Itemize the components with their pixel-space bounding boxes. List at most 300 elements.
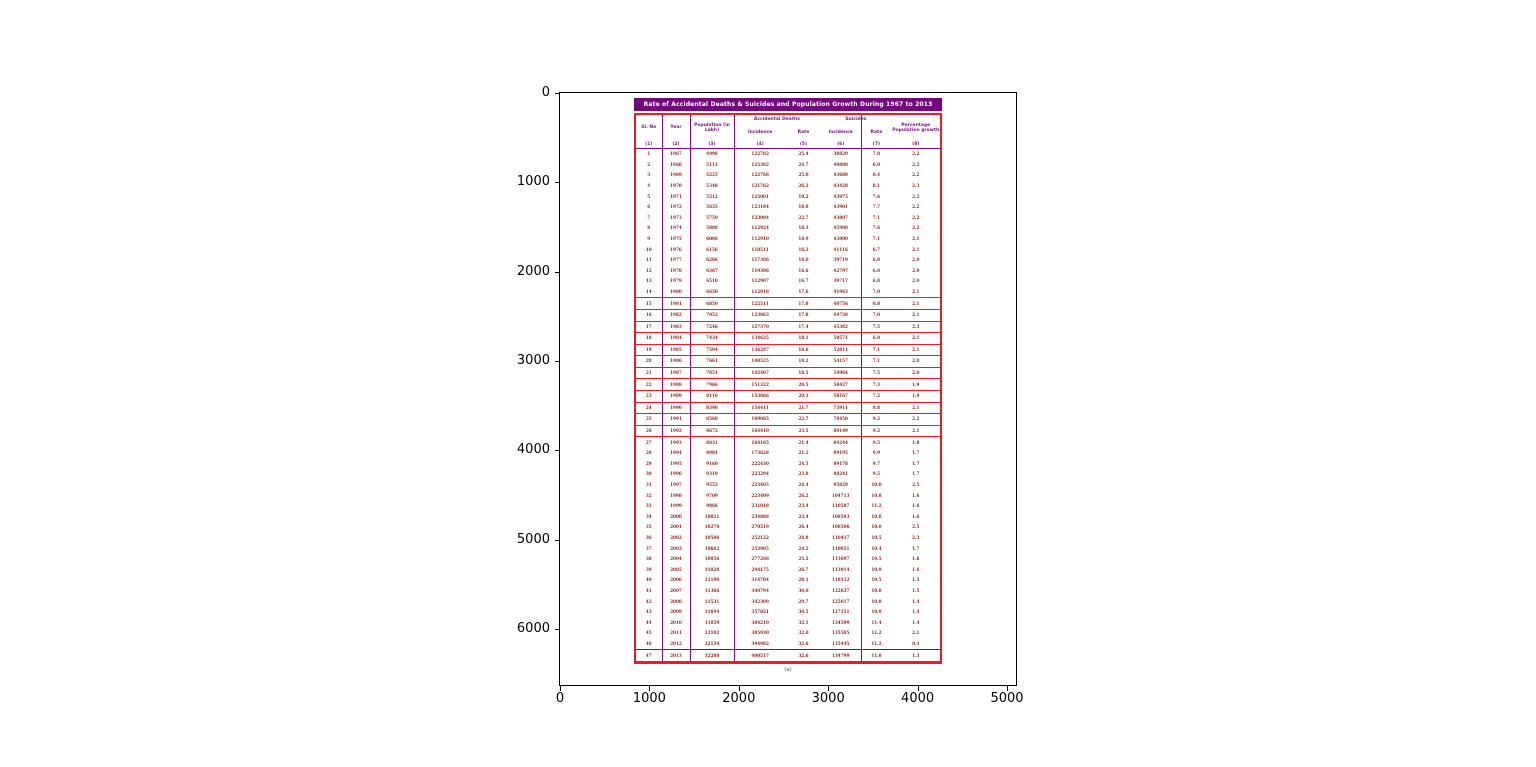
- table-cell: 110417: [831, 534, 850, 540]
- table-cell: 10.5: [871, 534, 882, 540]
- table-cell: 135585: [831, 630, 850, 636]
- table-row: [636, 628, 940, 639]
- table-cell: 24.3: [798, 460, 809, 466]
- table-cell: 5225: [706, 172, 718, 178]
- table-cell: 38: [645, 556, 652, 562]
- table-cell: 10.8: [871, 513, 882, 519]
- table-cell: 41963: [833, 288, 848, 294]
- table-row: [636, 469, 940, 480]
- x-tick-label: 3000: [811, 691, 845, 706]
- header-acc-incidence: Incidence: [748, 129, 773, 135]
- table-row: [636, 512, 940, 523]
- x-tick-label: 1000: [632, 691, 666, 706]
- table-cell: 122511: [751, 300, 769, 306]
- table-cell: 6006: [706, 235, 718, 241]
- table-cell: 1996: [670, 471, 682, 477]
- y-tick-mark: [555, 450, 560, 451]
- table-cell: 89178: [833, 460, 848, 466]
- table-row: [636, 310, 940, 322]
- header-sui-incidence: Incidence: [828, 129, 853, 135]
- table-cell: 15: [645, 300, 652, 306]
- table-cell: 8.8: [872, 404, 881, 410]
- table-cell: 142407: [751, 370, 769, 376]
- table-cell: 2.3: [912, 323, 920, 329]
- y-tick-label: 6000: [516, 621, 550, 637]
- table-cell: 7.7: [872, 204, 881, 210]
- table-row: [636, 554, 940, 565]
- table-row: [636, 501, 940, 512]
- table-cell: 88241: [833, 471, 848, 477]
- header-suicides-group: Suicides: [845, 116, 867, 122]
- table-cell: 22.7: [798, 214, 809, 220]
- table-row: [636, 575, 940, 586]
- table-cell: 8560: [706, 416, 718, 422]
- table-cell: 7052: [706, 312, 718, 318]
- table-cell: 7661: [706, 358, 718, 364]
- table-cell: 7.5: [872, 370, 881, 376]
- table-cell: 122782: [751, 151, 769, 157]
- table-cell: 32: [645, 492, 652, 498]
- x-tick-mark: [649, 686, 650, 691]
- table-cell: 10021: [704, 513, 720, 519]
- table-cell: 140525: [751, 358, 769, 364]
- y-tick-mark: [555, 540, 560, 541]
- table-cell: 122637: [831, 587, 850, 593]
- table-cell: 2.5: [912, 482, 920, 487]
- table-cell: 8984: [706, 450, 718, 456]
- table-cell: 47: [645, 652, 652, 658]
- table-cell: 9866: [706, 503, 718, 509]
- table-cell: 10.9: [871, 566, 882, 572]
- table-cell: 11.2: [871, 640, 882, 646]
- table-cell: 154411: [751, 404, 769, 410]
- table-cell: 11.2: [871, 630, 882, 636]
- table-cell: 127151: [831, 609, 850, 615]
- table-cell: 12288: [704, 652, 720, 658]
- table-cell: 1.9: [912, 393, 920, 399]
- table-cell: 25.4: [798, 151, 809, 157]
- table-cell: 5: [647, 193, 651, 199]
- table-cell: 122766: [751, 172, 769, 178]
- table-cell: 8: [647, 225, 651, 231]
- table-cell: 136287: [751, 346, 769, 352]
- y-tick-label: 4000: [516, 442, 550, 458]
- table-cell: 2003: [670, 545, 682, 551]
- table-cell: 23.5: [798, 428, 809, 434]
- table-cell: 6850: [706, 300, 718, 306]
- table-cell: 1968: [670, 161, 682, 167]
- table-cell: 6.8: [872, 267, 881, 273]
- table-cell: 7966: [706, 381, 718, 387]
- table-cell: 112924: [751, 225, 769, 231]
- table-cell: 5512: [706, 193, 718, 199]
- table-cell: 2009: [670, 609, 682, 615]
- table-cell: 1993: [670, 439, 682, 445]
- y-tick-mark: [555, 182, 560, 183]
- table-cell: 1985: [670, 346, 682, 352]
- table-row: [636, 266, 940, 277]
- table-cell: 1971: [670, 193, 682, 199]
- table-cell: 1974: [670, 225, 682, 231]
- table-row: [636, 448, 940, 459]
- y-tick-mark: [555, 272, 560, 273]
- x-tick-label: 4000: [901, 691, 935, 706]
- table-cell: 18.8: [798, 204, 809, 210]
- table-row: [636, 437, 940, 448]
- table-cell: 10.4: [871, 545, 882, 551]
- table-cell: 20: [645, 358, 652, 364]
- header-sui-rate: Rate: [870, 129, 883, 135]
- table-cell: 89195: [833, 450, 848, 456]
- table-cell: 44: [645, 619, 652, 625]
- table-cell: 1.4: [912, 619, 920, 625]
- table-cell: 54964: [833, 370, 848, 376]
- table-cell: 11366: [704, 587, 720, 593]
- table-cell: 231018: [751, 503, 769, 509]
- table-cell: 2.1: [912, 312, 920, 318]
- table-cell: 11859: [704, 619, 720, 625]
- table-cell: 22: [645, 381, 652, 387]
- table-cell: 40: [645, 577, 652, 583]
- table-cell: 123184: [751, 204, 769, 210]
- table-cell: 117306: [751, 257, 769, 263]
- table-cell: 16: [645, 312, 652, 318]
- y-tick-label: 0: [541, 85, 550, 100]
- table-cell: 2000: [670, 513, 682, 519]
- table-row: [636, 255, 940, 266]
- table-cell: 17: [645, 323, 652, 329]
- table-cell: 7.0: [872, 288, 881, 294]
- table-cell: 2.2: [912, 161, 920, 167]
- table-cell: 24.7: [798, 161, 809, 167]
- table-cell: 119306: [751, 267, 769, 273]
- column-number: (7): [872, 142, 881, 147]
- table-cell: 9.2: [872, 416, 881, 422]
- table-row: [636, 356, 940, 368]
- table-body: [634, 113, 942, 664]
- table-cell: 108506: [831, 524, 850, 530]
- table-cell: 2013: [670, 652, 682, 658]
- table-cell: 1.5: [912, 587, 920, 593]
- table-cell: 9709: [706, 492, 718, 498]
- table-row: [636, 586, 940, 597]
- table-cell: 1.4: [912, 609, 920, 615]
- table-cell: 43807: [833, 214, 848, 220]
- table-cell: 2: [647, 161, 651, 167]
- table-row: [636, 234, 940, 245]
- table-cell: 44738: [833, 312, 848, 318]
- table-row: [636, 160, 940, 171]
- table-cell: 1982: [670, 312, 682, 318]
- table-row: [636, 607, 940, 618]
- table-cell: 123094: [751, 214, 769, 220]
- table-cell: 11198: [704, 577, 720, 583]
- table-cell: 5111: [706, 161, 718, 167]
- table-cell: 17.8: [798, 312, 809, 318]
- table-cell: 45382: [833, 323, 848, 329]
- table-cell: 33: [645, 503, 652, 509]
- table-row: [636, 244, 940, 255]
- table-cell: 1984: [670, 335, 682, 341]
- table-row: [636, 202, 940, 213]
- table-cell: 6.8: [872, 278, 881, 284]
- table-cell: 11: [645, 257, 652, 263]
- table-cell: 2002: [670, 534, 682, 540]
- table-cell: 1981: [670, 300, 682, 306]
- table-cell: 23.8: [798, 471, 809, 477]
- table-title: Rate of Accidental Deaths & Suicides and Population Growth During 1967 to 2013: [634, 98, 942, 111]
- table-cell: 4998: [706, 151, 718, 157]
- table-cell: 11.0: [871, 652, 882, 658]
- table-cell: 7851: [706, 370, 718, 376]
- table-cell: 110851: [831, 545, 850, 551]
- table-cell: 1: [647, 151, 651, 157]
- table-cell: 9160: [706, 460, 718, 466]
- table-cell: 21.4: [798, 439, 809, 445]
- table-cell: 24: [645, 404, 652, 410]
- subfigure-caption: (a): [784, 667, 792, 673]
- table-cell: 222430: [751, 460, 769, 466]
- table-cell: 32.1: [798, 619, 809, 625]
- table-cell: 1.7: [912, 545, 920, 551]
- table-cell: 46: [645, 640, 652, 646]
- table-cell: 104713: [831, 492, 850, 498]
- table-cell: 1.6: [912, 513, 920, 519]
- table-cell: 1.6: [912, 492, 920, 498]
- table-cell: 7.8: [872, 151, 881, 157]
- table-cell: 5635: [706, 204, 718, 210]
- table-cell: 9552: [706, 482, 718, 487]
- table-cell: 121762: [751, 182, 769, 188]
- table-cell: 12134: [704, 640, 720, 646]
- table-cell: 340794: [751, 587, 769, 593]
- y-tick-label: 2000: [516, 263, 550, 279]
- table-cell: 12: [645, 267, 652, 273]
- table-cell: 29.7: [798, 598, 809, 604]
- table-cell: 9319: [706, 471, 718, 477]
- table-row: [636, 333, 940, 345]
- table-cell: 10.8: [871, 587, 882, 593]
- table-row: [636, 223, 940, 234]
- table-cell: 32.6: [798, 652, 809, 658]
- table-cell: 40888: [833, 161, 848, 167]
- table-cell: 30.0: [798, 587, 809, 593]
- table-cell: 19.2: [798, 358, 809, 364]
- table-cell: 10856: [704, 556, 720, 562]
- table-cell: 134799: [831, 652, 850, 658]
- table-cell: 1969: [670, 172, 682, 178]
- table-cell: 125382: [751, 161, 769, 167]
- table-cell: 2.2: [912, 151, 920, 157]
- table-cell: 153866: [751, 393, 769, 399]
- table-cell: 357021: [751, 609, 769, 615]
- table-cell: 2.0: [912, 267, 920, 273]
- table-cell: 9.5: [872, 471, 881, 477]
- table-cell: 20.1: [798, 393, 809, 399]
- table-row: [636, 414, 940, 426]
- table-cell: 21: [645, 370, 652, 376]
- table-cell: 8831: [706, 439, 718, 445]
- table-row: [636, 649, 940, 661]
- table-cell: 2.1: [912, 630, 920, 636]
- table-cell: 2.2: [912, 416, 920, 422]
- table-cell: 39: [645, 566, 652, 572]
- table-cell: 1992: [670, 428, 682, 434]
- table-cell: 32.6: [798, 640, 809, 646]
- table-cell: 2005: [670, 566, 682, 572]
- table-cell: 30.5: [798, 609, 809, 615]
- table-cell: 2.0: [912, 257, 920, 263]
- table-cell: 2.0: [912, 370, 920, 376]
- table-cell: 384210: [751, 619, 769, 625]
- table-cell: 26: [645, 428, 652, 434]
- table-cell: 1.3: [912, 652, 920, 658]
- table-cell: 25.0: [798, 172, 809, 178]
- table-row: [636, 368, 940, 380]
- table-cell: 169065: [751, 416, 769, 422]
- table-cell: 24.2: [798, 545, 809, 551]
- table-cell: 7.6: [872, 225, 881, 231]
- table-cell: 12102: [704, 630, 720, 636]
- table-cell: 43: [645, 609, 652, 615]
- x-tick-mark: [828, 686, 829, 691]
- table-cell: 1.5: [912, 577, 920, 583]
- table-cell: 50571: [833, 335, 848, 341]
- table-cell: 1986: [670, 358, 682, 364]
- table-cell: 151322: [751, 381, 769, 387]
- table-cell: 0.3: [912, 640, 920, 646]
- table-cell: 2.1: [912, 288, 920, 294]
- table-cell: 34: [645, 513, 652, 519]
- table-cell: 125017: [831, 598, 850, 604]
- column-number: (1): [645, 142, 653, 147]
- table-cell: 125001: [751, 193, 769, 199]
- table-cell: 8.1: [872, 182, 881, 188]
- table-cell: 10.5: [871, 556, 882, 562]
- table-cell: 29: [645, 460, 652, 466]
- table-cell: 6: [647, 204, 651, 210]
- table-header: [636, 115, 940, 149]
- table-cell: 385930: [751, 630, 769, 636]
- table-cell: 1.6: [912, 566, 920, 572]
- table-cell: 2.2: [912, 204, 920, 210]
- column-number: (8): [912, 142, 920, 147]
- table-cell: 7.1: [872, 358, 881, 364]
- table-cell: 16.2: [798, 246, 809, 252]
- y-tick-label: 1000: [516, 174, 550, 190]
- header-acc-rate: Rate: [797, 129, 810, 135]
- table-cell: 6266: [706, 257, 718, 263]
- table-cell: 11694: [704, 609, 720, 615]
- table-cell: 342309: [751, 598, 769, 604]
- table-cell: 1995: [670, 460, 682, 466]
- table-cell: 43428: [833, 182, 848, 188]
- table-cell: 35: [645, 524, 652, 530]
- table-cell: 40756: [833, 300, 848, 306]
- table-cell: 1998: [670, 492, 682, 498]
- table-cell: 41116: [833, 246, 848, 252]
- table-cell: 7434: [706, 335, 718, 341]
- table-cell: 16.6: [798, 267, 809, 273]
- table-cell: 1979: [670, 278, 682, 284]
- table-cell: 2.2: [912, 225, 920, 231]
- table-cell: 2007: [670, 587, 682, 593]
- table-cell: 1976: [670, 246, 682, 252]
- table-cell: 28.1: [798, 577, 809, 583]
- table-cell: 2001: [670, 524, 682, 530]
- table-cell: 43901: [833, 204, 848, 210]
- table-row: [636, 565, 940, 576]
- table-row: [636, 391, 940, 403]
- table-cell: 7.2: [872, 393, 881, 399]
- table-cell: 1.9: [912, 381, 920, 387]
- table-cell: 6.8: [872, 335, 881, 341]
- header-accidental-deaths-group: Accidental Deaths: [753, 116, 800, 122]
- table-cell: 164410: [751, 428, 769, 434]
- x-tick-mark: [918, 686, 919, 691]
- table-cell: 1.6: [912, 503, 920, 509]
- table-cell: 112910: [751, 235, 769, 241]
- table-cell: 31: [645, 482, 652, 487]
- table-cell: 234888: [751, 513, 769, 519]
- plot-area: [516, 85, 1024, 706]
- table-cell: 11028: [704, 566, 720, 572]
- table-cell: 30: [645, 471, 652, 477]
- y-tick-mark: [555, 629, 560, 630]
- table-cell: 118112: [831, 577, 850, 583]
- table-cell: 42797: [833, 267, 848, 273]
- table-cell: 10.5: [871, 577, 882, 583]
- table-cell: 25.5: [798, 556, 809, 562]
- table-cell: 18.1: [798, 335, 809, 341]
- table-cell: 9.5: [872, 439, 881, 445]
- table-cell: 1.8: [912, 439, 920, 445]
- table-cell: 252122: [751, 534, 769, 540]
- table-cell: 84244: [833, 439, 848, 445]
- table-row: [636, 298, 940, 310]
- table-cell: 2011: [670, 630, 682, 636]
- table-row: [636, 533, 940, 544]
- table-cell: 1978: [670, 267, 682, 273]
- table-cell: 113914: [831, 566, 850, 572]
- table-cell: 2.5: [912, 524, 920, 530]
- table-cell: 1975: [670, 235, 682, 241]
- table-cell: 23.4: [798, 503, 809, 509]
- table-cell: 2.1: [912, 246, 920, 252]
- table-cell: 36: [645, 534, 652, 540]
- y-tick-label: 3000: [516, 353, 550, 369]
- table-cell: 18.3: [798, 225, 809, 231]
- table-cell: 1997: [670, 482, 682, 487]
- x-tick-mark: [560, 686, 561, 691]
- y-tick-label: 5000: [516, 531, 550, 547]
- table-cell: 1987: [670, 370, 682, 376]
- table-row: [636, 345, 940, 357]
- table-cell: 8390: [706, 404, 718, 410]
- table-cell: 9.9: [872, 450, 881, 456]
- table-cell: 7.0: [872, 312, 881, 318]
- table-cell: 18.5: [798, 370, 809, 376]
- table-row: [636, 403, 940, 415]
- table-cell: 9.7: [872, 460, 881, 466]
- table-cell: 26.4: [798, 524, 809, 530]
- table-cell: 1973: [670, 214, 682, 220]
- table-cell: 26.2: [798, 182, 809, 188]
- table-cell: 314704: [751, 577, 769, 583]
- table-row: [636, 522, 940, 533]
- table-cell: 7.3: [872, 381, 881, 387]
- column-number: (6): [837, 142, 845, 147]
